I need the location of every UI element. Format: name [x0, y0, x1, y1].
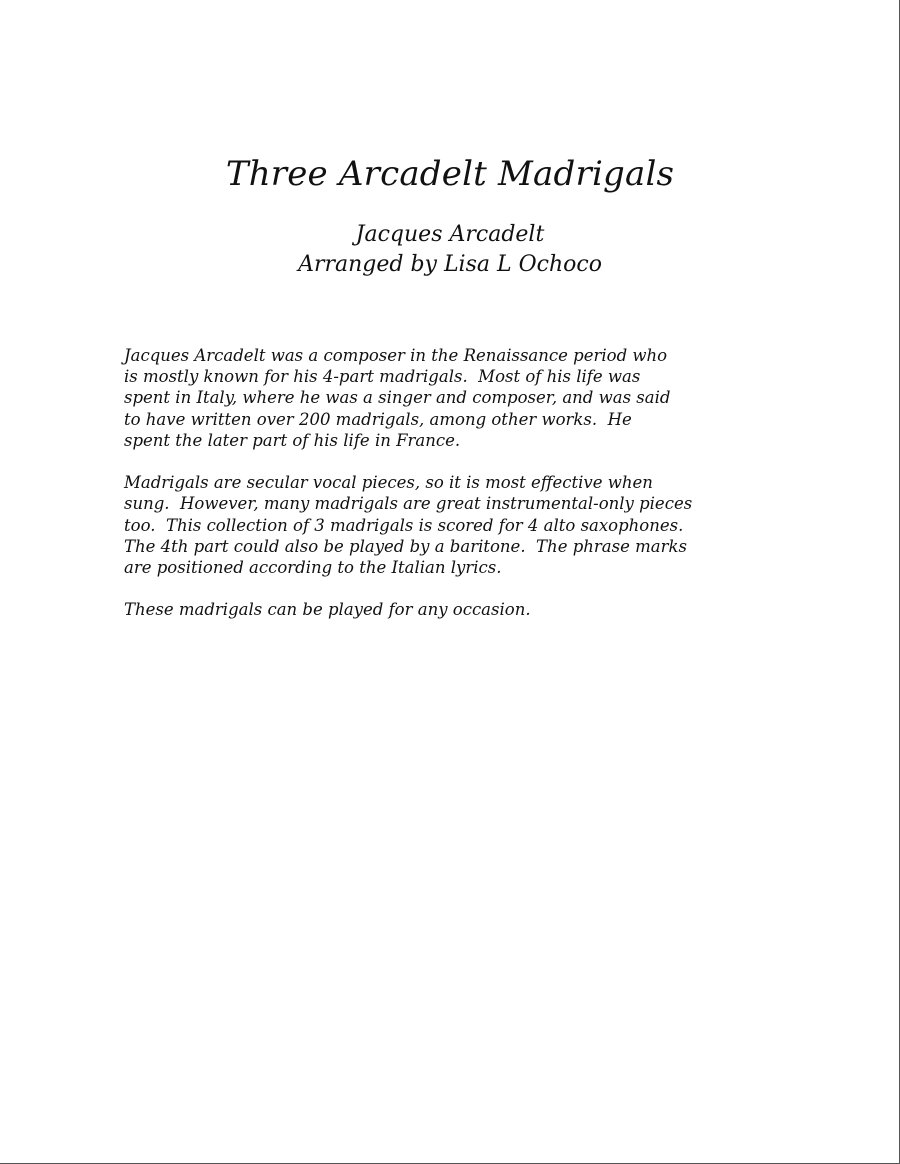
document-title: Three Arcadelt Madrigals	[225, 154, 675, 194]
paragraph-line: These madrigals can be played for any occasion.	[124, 600, 531, 620]
composer-name: Jacques Arcadelt	[355, 222, 545, 247]
paragraph-line: is mostly known for his 4-part madrigals. Most of his life was	[124, 367, 641, 387]
paragraph-line: to have written over 200 madrigals, among other works. He	[124, 409, 632, 429]
paragraph-line: spent the later part of his life in France.	[124, 430, 461, 450]
paragraph-line: too. This collection of 3 madrigals is scored for 4 alto saxophones.	[124, 515, 684, 535]
paragraph-biography	[124, 345, 764, 451]
credits-block	[0, 220, 900, 280]
paragraph-line: The 4th part could also be played by a baritone. The phrase marks	[124, 536, 687, 556]
description-text	[124, 345, 764, 642]
paragraph-line: Jacques Arcadelt was a composer in the Renaissance period who	[124, 346, 668, 365]
paragraph-instrumentation	[124, 472, 764, 578]
paragraph-occasion	[124, 599, 764, 620]
paragraph-line: spent in Italy, where he was a singer and composer, and was said	[124, 388, 671, 408]
paragraph-line: are positioned according to the Italian lyrics.	[124, 558, 502, 578]
paragraph-line: sung. However, many madrigals are great instrumental-only pieces	[124, 494, 693, 514]
arranger-credit: Arranged by Lisa L Ochoco	[298, 252, 602, 277]
paragraph-line: Madrigals are secular vocal pieces, so it is most effective when	[124, 473, 653, 493]
